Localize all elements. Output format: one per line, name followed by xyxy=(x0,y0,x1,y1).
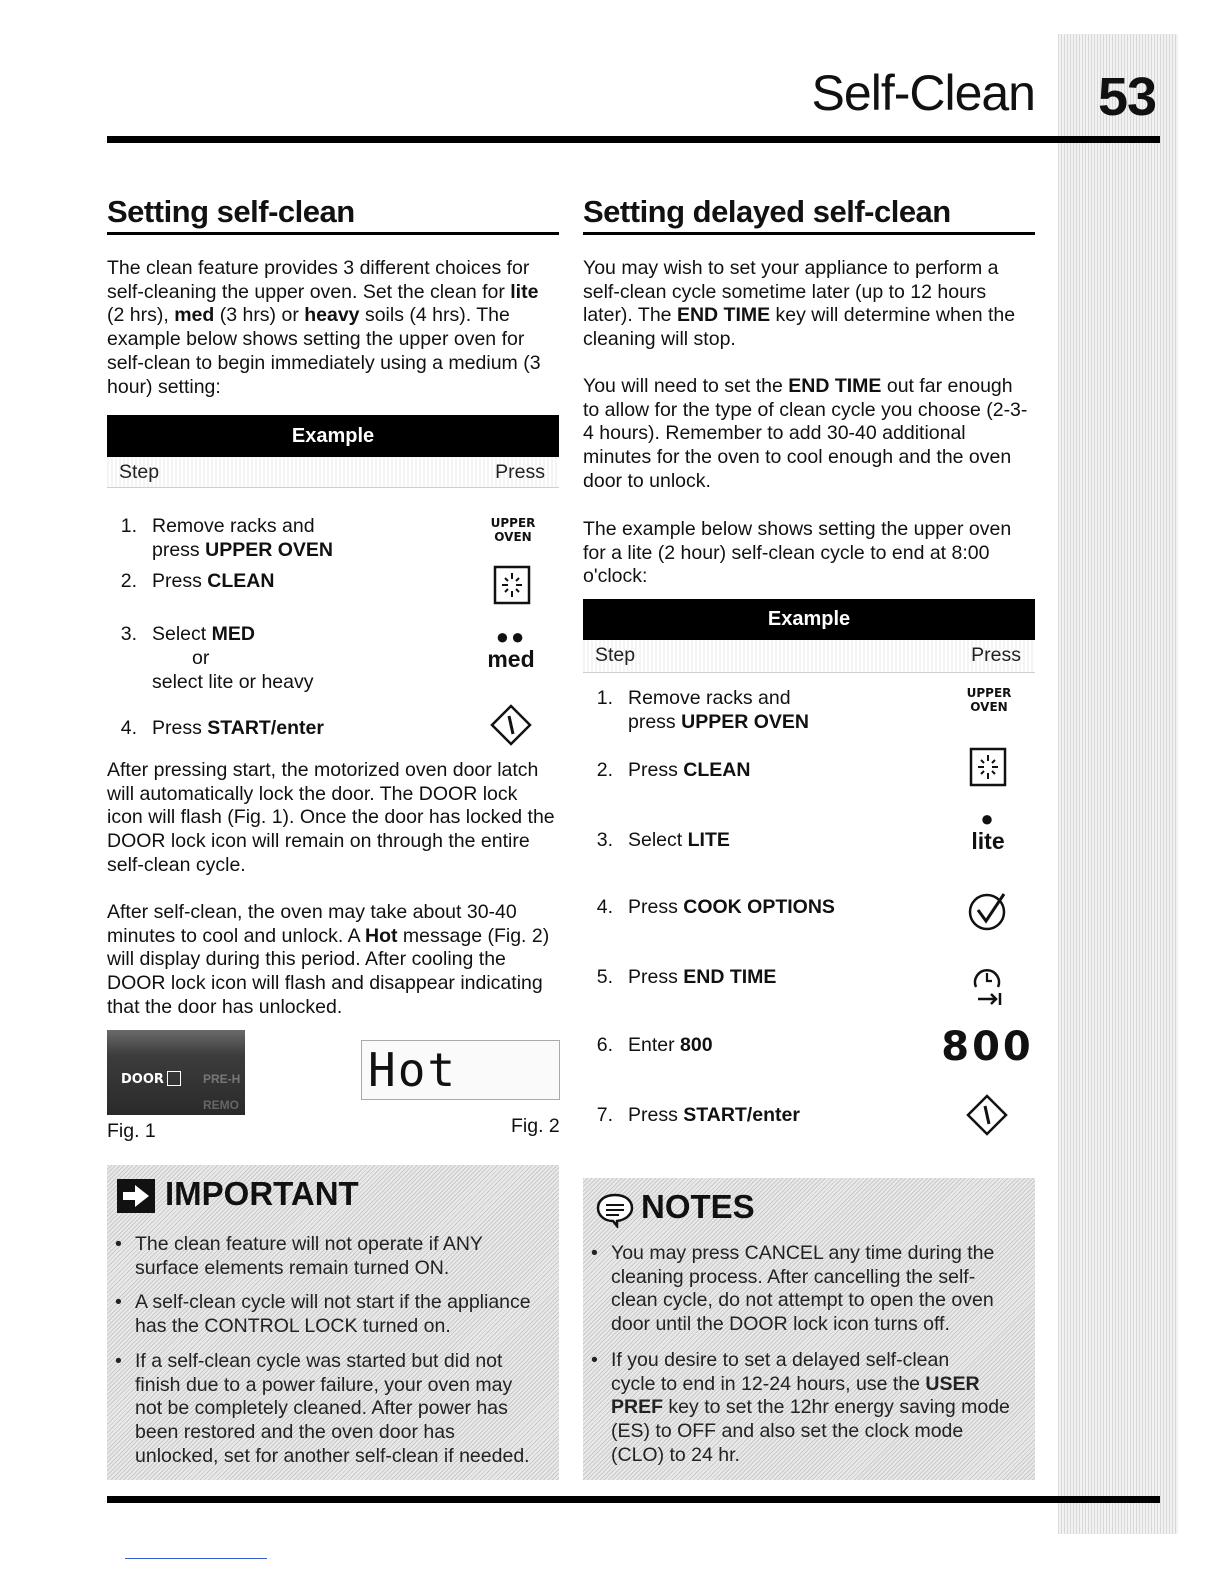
section-title-delayed-self-clean: Setting delayed self-clean xyxy=(583,194,951,229)
notes-title: NOTES xyxy=(641,1188,755,1225)
upper-oven-key[interactable]: UPPER OVEN xyxy=(490,516,536,544)
notes-box: NOTES • You may press CANCEL any time during the cleaning process. After cancelling the self- clean cycle, do not attempt to open the oven door until the DOOR lock icon turns off. • If you desire to set a delayed self-clean cycle to end in 12-24 hours, use the USER PREF key to set the 12hr energy saving mode (ES) to OFF and also set the clock mode (CLO) to 24 hr. xyxy=(583,1178,1035,1480)
section-rule xyxy=(583,232,1035,235)
footer-rule xyxy=(107,1496,1160,1503)
footer-underline xyxy=(125,1558,267,1559)
section-rule xyxy=(107,232,559,235)
notes-icon xyxy=(595,1192,635,1228)
end-time-paragraph: You will need to set the END TIME out far enough to allow for the type of clean cycle you choose (2-3- 4 hours). Remember to add 30-40 additional minutes for the oven to cool enough and the oven door to unlock. xyxy=(583,375,1028,492)
start-enter-key-icon[interactable] xyxy=(966,1094,1008,1136)
med-key[interactable]: ●● med xyxy=(487,624,535,672)
delayed-intro-paragraph: You may wish to set your appliance to perform a self-clean cycle sometime later (up to 12 hours later). The END TIME key will determine when the cleaning will stop. xyxy=(583,257,1016,351)
step-6: 6. Enter 800 xyxy=(596,1034,713,1056)
fig-2-caption: Fig. 2 xyxy=(511,1115,560,1137)
end-time-key-icon[interactable] xyxy=(970,965,1006,1007)
step-4: 4. Press START/enter xyxy=(120,717,324,739)
steps-header: Step Press xyxy=(583,640,1035,673)
step-1: 1. Remove racks and press UPPER OVEN xyxy=(596,687,809,733)
step-2: 2. Press CLEAN xyxy=(596,759,751,781)
steps-header: Step Press xyxy=(107,457,559,488)
arrow-right-icon xyxy=(117,1179,155,1213)
clean-key-icon[interactable] xyxy=(493,565,531,605)
important-box: IMPORTANT • The clean feature will not operate if ANY surface elements remain turned ON. • A self-clean cycle will not start if the appliance has the CONTROL LOCK turned on. • If a self-clean cycle was started but did not finish due to a power failure, your oven may not be completely cleaned. After power has been restored and the oven door has unlocked, set for another self-clean if needed. xyxy=(107,1165,559,1480)
step-1: 1. Remove racks and press UPPER OVEN xyxy=(120,515,333,561)
hot-display-text: Hot xyxy=(368,1043,458,1097)
example-intro-paragraph: The example below shows setting the upper oven for a lite (2 hour) self-clean cycle to end at 8:00 o'clock: xyxy=(583,518,1012,588)
header-rule xyxy=(107,136,1160,143)
important-title: IMPORTANT xyxy=(165,1175,359,1212)
door-label: DOOR xyxy=(121,1072,164,1087)
number-800-display[interactable]: 800 xyxy=(941,1024,1034,1070)
step-7: 7. Press START/enter xyxy=(596,1104,800,1126)
example-header: Example xyxy=(107,415,559,457)
fig-1-caption: Fig. 1 xyxy=(107,1120,156,1142)
upper-oven-key[interactable]: UPPER OVEN xyxy=(966,686,1012,714)
remote-label: REMO xyxy=(203,1098,239,1112)
page-edge-tab xyxy=(1058,34,1178,1534)
cook-options-key-icon[interactable] xyxy=(967,890,1009,932)
figure-1-door-lock xyxy=(107,1030,245,1115)
page-title: Self-Clean xyxy=(811,65,1035,121)
page-number: 53 xyxy=(1097,67,1157,127)
step-4: 4. Press COOK OPTIONS xyxy=(596,896,835,918)
after-start-paragraph: After pressing start, the motorized oven door latch will automatically lock the door. The DOOR lock icon will flash (Fig. 1). Once the door has locked the DOOR lock icon will remain on through the entire self-clean cycle. xyxy=(107,759,555,876)
section-title-self-clean: Setting self-clean xyxy=(107,194,355,229)
step-2: 2. Press CLEAN xyxy=(120,570,275,592)
intro-paragraph: The clean feature provides 3 different choices for self-cleaning the upper oven. Set the clean for lite (2 hrs), med (3 hrs) or heavy soils (4 hrs). The example below shows setting the upper oven for self-clean to begin immediately using a medium (3 hour) setting: xyxy=(107,257,541,398)
lock-icon xyxy=(167,1071,181,1086)
figure-2-hot-display xyxy=(361,1040,560,1100)
after-clean-paragraph: After self-clean, the oven may take about 30-40 minutes to cool and unlock. A Hot message (Fig. 2) will display during this period. After cooling the DOOR lock icon will flash and disappear indicating that the door has unlocked. xyxy=(107,901,550,1018)
step-3: 3. Select MED or select lite or heavy xyxy=(120,623,314,693)
example-header: Example xyxy=(583,599,1035,640)
lite-key[interactable]: ● lite xyxy=(971,806,1005,854)
clean-key-icon[interactable] xyxy=(969,747,1007,787)
step-3: 3. Select LITE xyxy=(596,829,730,851)
step-5: 5. Press END TIME xyxy=(596,966,777,988)
start-enter-key-icon[interactable] xyxy=(490,704,532,746)
pre-heat-label: PRE-H xyxy=(203,1072,241,1086)
